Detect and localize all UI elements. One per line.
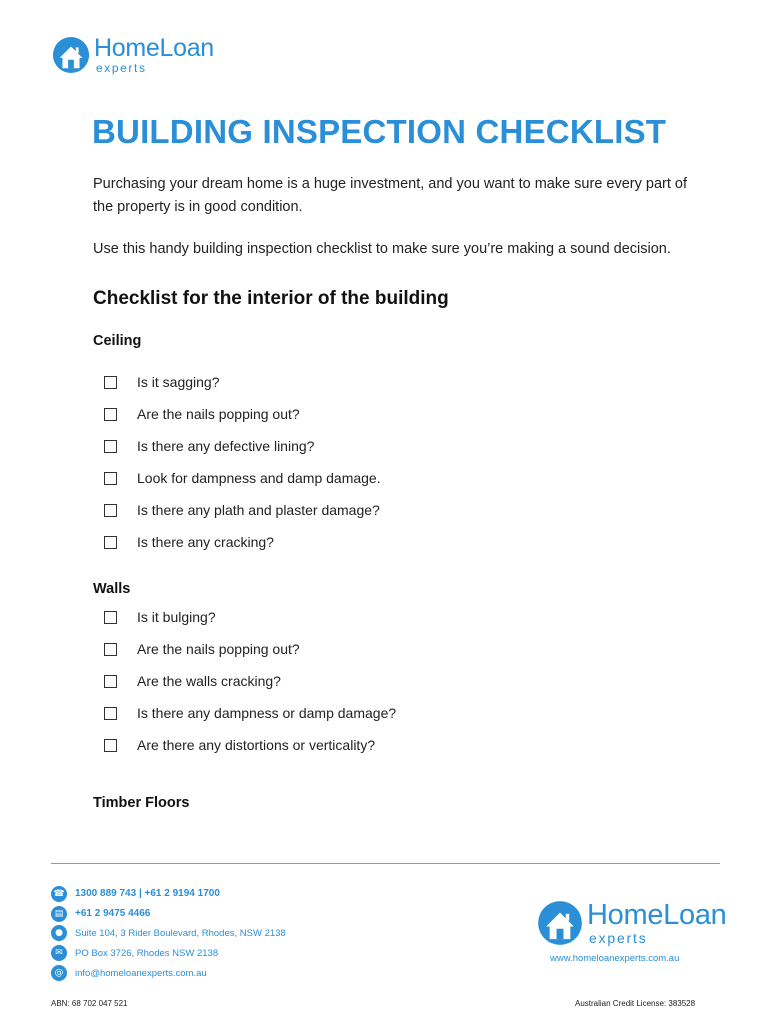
fax-number[interactable]: +61 2 9475 4466 bbox=[75, 908, 151, 920]
brand-name: HomeLoan bbox=[587, 899, 727, 931]
checkbox[interactable] bbox=[104, 472, 117, 485]
po-box: PO Box 3726, Rhodes NSW 2138 bbox=[75, 947, 219, 959]
checkbox[interactable] bbox=[104, 739, 117, 752]
checklist-item-label: Is there any dampness or damp damage? bbox=[137, 705, 397, 721]
brand-logo-footer bbox=[537, 900, 726, 946]
checklist-item-label: Are the walls cracking? bbox=[137, 673, 281, 689]
checklist-item-label: Is it bulging? bbox=[137, 609, 216, 625]
abn-number: ABN: 68 702 047 521 bbox=[51, 999, 128, 1008]
brand-tagline: experts bbox=[96, 61, 147, 75]
checklist-item-label: Are there any distortions or verticality? bbox=[137, 737, 376, 753]
mail-icon: ✉ bbox=[51, 945, 67, 961]
checkbox[interactable] bbox=[104, 675, 117, 688]
brand-name: HomeLoan bbox=[94, 34, 214, 62]
house-in-circle-icon bbox=[537, 900, 583, 946]
checklist-item[interactable] bbox=[104, 633, 396, 665]
checklist-item[interactable] bbox=[104, 526, 381, 558]
page-title: BUILDING INSPECTION CHECKLIST bbox=[92, 113, 667, 150]
checkbox[interactable] bbox=[104, 504, 117, 517]
walls-checklist bbox=[104, 601, 396, 761]
checkbox[interactable] bbox=[104, 408, 117, 421]
contact-email bbox=[51, 963, 286, 983]
checklist-item-label: Is there any cracking? bbox=[137, 534, 274, 550]
fax-icon: ▤ bbox=[51, 906, 67, 922]
brand-tagline: experts bbox=[589, 930, 648, 946]
ceiling-checklist bbox=[104, 366, 381, 558]
section-heading: Checklist for the interior of the building bbox=[93, 288, 449, 309]
checklist-item-label: Is it sagging? bbox=[137, 374, 220, 390]
contact-fax bbox=[51, 904, 286, 924]
checklist-item[interactable] bbox=[104, 494, 381, 526]
checklist-item[interactable] bbox=[104, 697, 396, 729]
phone-icon: ☎ bbox=[51, 886, 67, 902]
checklist-item[interactable] bbox=[104, 665, 396, 697]
intro-paragraph: Purchasing your dream home is a huge investment, and you want to make sure every part of the property is in good condition. bbox=[93, 176, 688, 215]
street-address: Suite 104, 3 Rider Boulevard, Rhodes, NSW 2138 bbox=[75, 927, 286, 939]
brand-logo-header bbox=[52, 36, 214, 74]
checklist-item[interactable] bbox=[104, 366, 381, 398]
email-at-icon: @ bbox=[51, 965, 67, 981]
checkbox[interactable] bbox=[104, 643, 117, 656]
walls-heading: Walls bbox=[93, 581, 131, 597]
footer-contacts bbox=[51, 884, 286, 983]
footer-divider bbox=[51, 863, 720, 864]
contact-address bbox=[51, 924, 286, 944]
checklist-item-label: Are the nails popping out? bbox=[137, 406, 300, 422]
location-pin-icon: ● bbox=[51, 925, 67, 941]
checkbox[interactable] bbox=[104, 536, 117, 549]
email-address[interactable]: info@homeloanexperts.com.au bbox=[75, 967, 207, 979]
checkbox[interactable] bbox=[104, 611, 117, 624]
website-link[interactable]: www.homeloanexperts.com.au bbox=[550, 953, 680, 964]
checkbox[interactable] bbox=[104, 707, 117, 720]
checkbox[interactable] bbox=[104, 440, 117, 453]
checklist-item[interactable] bbox=[104, 462, 381, 494]
checklist-item[interactable] bbox=[104, 729, 396, 761]
checkbox[interactable] bbox=[104, 376, 117, 389]
checklist-item[interactable] bbox=[104, 601, 396, 633]
contact-po-box bbox=[51, 943, 286, 963]
timber-floors-heading: Timber Floors bbox=[93, 795, 190, 811]
contact-phone bbox=[51, 884, 286, 904]
checklist-item-label: Look for dampness and damp damage. bbox=[137, 470, 381, 486]
checklist-item-label: Is there any defective lining? bbox=[137, 438, 315, 454]
checklist-item[interactable] bbox=[104, 430, 381, 462]
credit-license: Australian Credit License: 383528 bbox=[575, 999, 696, 1008]
phone-numbers[interactable]: 1300 889 743 | +61 2 9194 1700 bbox=[75, 888, 220, 900]
checklist-item[interactable] bbox=[104, 398, 381, 430]
house-in-circle-icon bbox=[52, 36, 90, 74]
checklist-item-label: Are the nails popping out? bbox=[137, 641, 300, 657]
checklist-item-label: Is there any plath and plaster damage? bbox=[137, 502, 380, 518]
intro-paragraph: Use this handy building inspection checklist to make sure you’re making a sound decision. bbox=[93, 241, 671, 257]
ceiling-heading: Ceiling bbox=[93, 333, 142, 349]
